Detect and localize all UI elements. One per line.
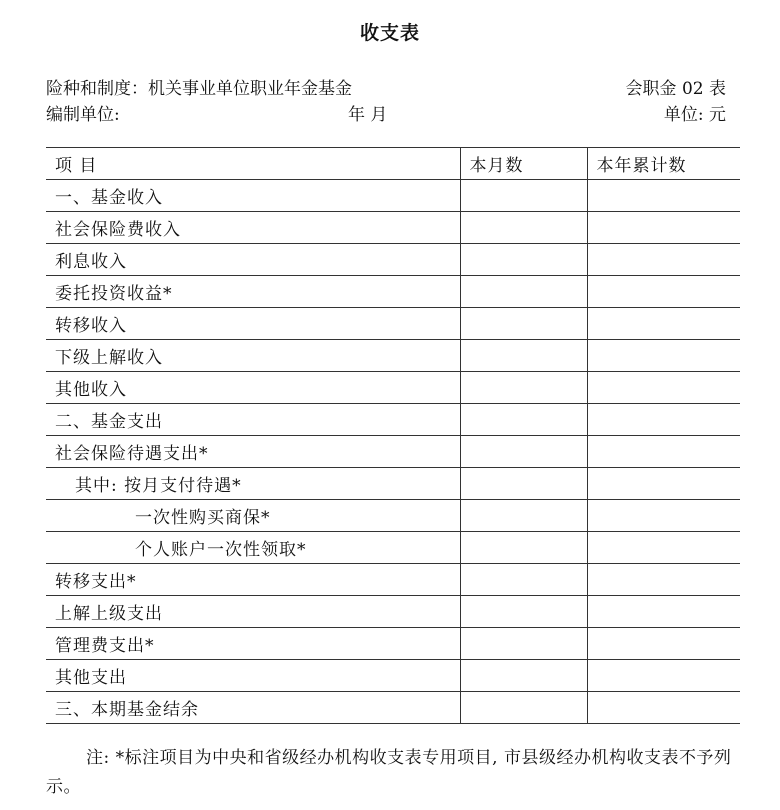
table-row: [46, 628, 740, 660]
row-label: 一次性购买商保*: [46, 500, 460, 532]
unit-label: 单位: 元: [663, 105, 726, 125]
table-row: [46, 180, 740, 212]
table-row: [46, 692, 740, 724]
month-value-cell: [460, 596, 587, 628]
ytd-value-cell: [587, 596, 740, 628]
table-row: [46, 596, 740, 628]
row-label: 其他支出: [46, 660, 460, 692]
month-value-cell: [460, 660, 587, 692]
year-month-label: 年 月: [348, 105, 388, 125]
ytd-value-cell: [587, 468, 740, 500]
ytd-value-cell: [587, 628, 740, 660]
row-label: 社会保险费收入: [46, 212, 460, 244]
table-row: [46, 660, 740, 692]
ytd-value-cell: [587, 340, 740, 372]
month-value-cell: [460, 628, 587, 660]
insurance-system-label: 险种和制度：机关事业单位职业年金基金: [46, 79, 352, 99]
row-label: 社会保险待遇支出*: [46, 436, 460, 468]
row-label: 其中: 按月支付待遇*: [46, 468, 460, 500]
ytd-value-cell: [587, 276, 740, 308]
ytd-value-cell: [587, 660, 740, 692]
ytd-value-cell: [587, 308, 740, 340]
row-label: 委托投资收益*: [46, 276, 460, 308]
month-value-cell: [460, 468, 587, 500]
row-label: 三、本期基金结余: [46, 692, 460, 724]
ytd-value-cell: [587, 500, 740, 532]
row-label: 下级上解收入: [46, 340, 460, 372]
column-header-item: 项 目: [46, 148, 460, 180]
month-value-cell: [460, 308, 587, 340]
row-label: 一、基金收入: [46, 180, 460, 212]
month-value-cell: [460, 372, 587, 404]
column-header-month: 本月数: [460, 148, 587, 180]
table-body: [46, 180, 740, 724]
month-value-cell: [460, 276, 587, 308]
table-row: [46, 244, 740, 276]
row-label: 管理费支出*: [46, 628, 460, 660]
row-label: 利息收入: [46, 244, 460, 276]
ytd-value-cell: [587, 564, 740, 596]
compiling-unit-label: 编制单位:: [46, 105, 120, 125]
ytd-value-cell: [587, 436, 740, 468]
ytd-value-cell: [587, 212, 740, 244]
month-value-cell: [460, 180, 587, 212]
ytd-value-cell: [587, 372, 740, 404]
table-row: [46, 276, 740, 308]
month-value-cell: [460, 212, 587, 244]
ytd-value-cell: [587, 180, 740, 212]
table-row: [46, 564, 740, 596]
income-expense-table: [46, 147, 740, 724]
row-label: 转移收入: [46, 308, 460, 340]
month-value-cell: [460, 244, 587, 276]
row-label: 其他收入: [46, 372, 460, 404]
table-row: [46, 308, 740, 340]
table-row: [46, 340, 740, 372]
table-row: [46, 212, 740, 244]
row-label: 二、基金支出: [46, 404, 460, 436]
month-value-cell: [460, 564, 587, 596]
table-row: [46, 372, 740, 404]
row-label: 个人账户一次性领取*: [46, 532, 460, 564]
row-label: 转移支出*: [46, 564, 460, 596]
month-value-cell: [460, 532, 587, 564]
footnote: 注: *标注项目为中央和省级经办机构收支表专用项目, 市县级经办机构收支表不予列示。: [46, 748, 732, 797]
column-header-ytd: 本年累计数: [587, 148, 740, 180]
ytd-value-cell: [587, 692, 740, 724]
ytd-value-cell: [587, 404, 740, 436]
month-value-cell: [460, 500, 587, 532]
form-code: 会职金 02 表: [625, 79, 726, 99]
month-value-cell: [460, 436, 587, 468]
page-title: 收支表: [359, 22, 420, 44]
ytd-value-cell: [587, 532, 740, 564]
table-row: [46, 468, 740, 500]
row-label: 上解上级支出: [46, 596, 460, 628]
table-row: [46, 500, 740, 532]
month-value-cell: [460, 692, 587, 724]
table-row: [46, 532, 740, 564]
table-row: [46, 436, 740, 468]
table-row: [46, 404, 740, 436]
month-value-cell: [460, 340, 587, 372]
month-value-cell: [460, 404, 587, 436]
table-header-row: [46, 148, 740, 180]
ytd-value-cell: [587, 244, 740, 276]
